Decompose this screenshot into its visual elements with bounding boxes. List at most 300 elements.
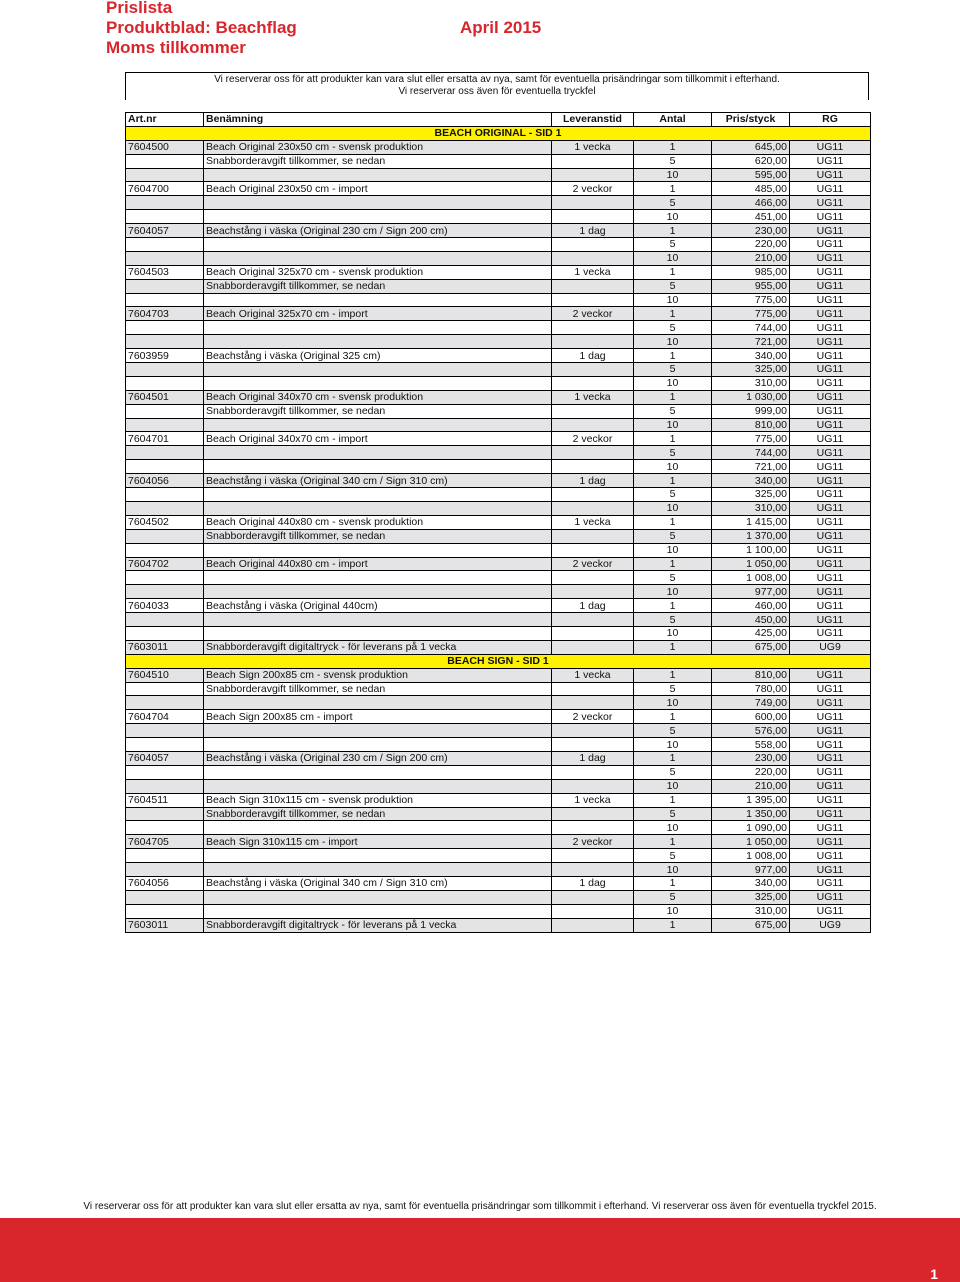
cell-lead-time <box>552 168 634 182</box>
cell-lead-time <box>552 821 634 835</box>
cell-rg: UG11 <box>790 751 871 765</box>
cell-lead-time <box>552 626 634 640</box>
section-header-row <box>126 654 871 668</box>
cell-artnr <box>126 696 204 710</box>
cell-name: Beach Original 230x50 cm - import <box>204 182 552 196</box>
cell-rg: UG11 <box>790 224 871 238</box>
cell-artnr <box>126 682 204 696</box>
cell-price: 558,00 <box>712 738 790 752</box>
table-row <box>126 668 871 682</box>
cell-quantity: 10 <box>634 779 712 793</box>
cell-quantity: 10 <box>634 335 712 349</box>
table-row <box>126 224 871 238</box>
cell-artnr: 7604704 <box>126 710 204 724</box>
cell-rg: UG11 <box>790 668 871 682</box>
cell-rg: UG11 <box>790 349 871 363</box>
table-row <box>126 390 871 404</box>
cell-lead-time <box>552 529 634 543</box>
cell-price: 1 050,00 <box>712 835 790 849</box>
cell-rg: UG11 <box>790 626 871 640</box>
cell-lead-time: 1 dag <box>552 224 634 238</box>
cell-price: 576,00 <box>712 724 790 738</box>
cell-artnr <box>126 154 204 168</box>
cell-name: Beach Original 230x50 cm - svensk produktion <box>204 140 552 154</box>
cell-price: 485,00 <box>712 182 790 196</box>
cell-price: 1 090,00 <box>712 821 790 835</box>
cell-name: Beach Sign 310x115 cm - import <box>204 835 552 849</box>
vat-note: Moms tillkommer <box>106 38 246 57</box>
cell-rg: UG11 <box>790 182 871 196</box>
cell-price: 1 008,00 <box>712 849 790 863</box>
table-row <box>126 446 871 460</box>
cell-artnr: 7603959 <box>126 349 204 363</box>
cell-lead-time <box>552 682 634 696</box>
cell-artnr <box>126 571 204 585</box>
table-row <box>126 349 871 363</box>
cell-price: 451,00 <box>712 210 790 224</box>
cell-artnr <box>126 585 204 599</box>
cell-lead-time <box>552 640 634 654</box>
cell-artnr: 7604502 <box>126 515 204 529</box>
cell-quantity: 10 <box>634 626 712 640</box>
cell-name: Beachstång i väska (Original 230 cm / Sign 200 cm) <box>204 751 552 765</box>
cell-rg: UG9 <box>790 918 871 932</box>
cell-price: 744,00 <box>712 446 790 460</box>
cell-price: 620,00 <box>712 154 790 168</box>
cell-quantity: 5 <box>634 613 712 627</box>
notice-box <box>125 72 869 100</box>
table-row <box>126 543 871 557</box>
table-row <box>126 835 871 849</box>
cell-quantity: 1 <box>634 918 712 932</box>
table-row <box>126 821 871 835</box>
cell-name <box>204 196 552 210</box>
cell-lead-time <box>552 904 634 918</box>
cell-rg: UG11 <box>790 710 871 724</box>
cell-name: Beach Sign 200x85 cm - import <box>204 710 552 724</box>
cell-lead-time <box>552 696 634 710</box>
cell-lead-time <box>552 571 634 585</box>
cell-artnr <box>126 279 204 293</box>
cell-quantity: 5 <box>634 849 712 863</box>
cell-name <box>204 363 552 377</box>
cell-rg: UG11 <box>790 807 871 821</box>
cell-price: 955,00 <box>712 279 790 293</box>
table-row <box>126 404 871 418</box>
cell-rg: UG11 <box>790 793 871 807</box>
table-header-row <box>126 113 871 127</box>
cell-name <box>204 251 552 265</box>
cell-quantity: 5 <box>634 363 712 377</box>
cell-name <box>204 460 552 474</box>
table-row <box>126 613 871 627</box>
cell-artnr: 7604701 <box>126 432 204 446</box>
cell-price: 310,00 <box>712 904 790 918</box>
cell-price: 340,00 <box>712 876 790 890</box>
cell-name <box>204 210 552 224</box>
document-date: April 2015 <box>460 18 542 37</box>
page-number: 1 <box>930 1266 938 1282</box>
cell-artnr: 7604702 <box>126 557 204 571</box>
cell-name: Snabborderavgift digitaltryck - för leverans på 1 vecka <box>204 918 552 932</box>
cell-name: Beachstång i väska (Original 340 cm / Sign 310 cm) <box>204 474 552 488</box>
cell-name <box>204 543 552 557</box>
cell-artnr <box>126 849 204 863</box>
cell-lead-time: 1 dag <box>552 751 634 765</box>
cell-lead-time: 2 veckor <box>552 432 634 446</box>
cell-lead-time <box>552 293 634 307</box>
cell-rg: UG11 <box>790 432 871 446</box>
cell-artnr <box>126 724 204 738</box>
column-header-rg: RG <box>790 113 871 127</box>
cell-quantity: 1 <box>634 835 712 849</box>
cell-quantity: 10 <box>634 585 712 599</box>
cell-price: 744,00 <box>712 321 790 335</box>
cell-artnr <box>126 293 204 307</box>
cell-name <box>204 585 552 599</box>
footer-note: Vi reserverar oss för att produkter kan vara slut eller ersatta av nya, samt för eventuella prisändringar som tillkommit i efterhand. Vi reserverar oss även för eventuella tryckfel 2015. <box>83 1201 877 1212</box>
cell-name <box>204 863 552 877</box>
cell-quantity: 1 <box>634 474 712 488</box>
cell-name: Snabborderavgift tillkommer, se nedan <box>204 682 552 696</box>
document-title: Prislista <box>106 0 173 17</box>
cell-artnr: 7603011 <box>126 918 204 932</box>
table-row <box>126 863 871 877</box>
cell-lead-time <box>552 376 634 390</box>
cell-rg: UG11 <box>790 307 871 321</box>
cell-lead-time <box>552 418 634 432</box>
cell-lead-time <box>552 279 634 293</box>
cell-name <box>204 446 552 460</box>
cell-lead-time <box>552 779 634 793</box>
cell-quantity: 1 <box>634 182 712 196</box>
cell-price: 775,00 <box>712 432 790 446</box>
column-header-price: Pris/styck <box>712 113 790 127</box>
cell-lead-time: 1 vecka <box>552 668 634 682</box>
cell-lead-time <box>552 488 634 502</box>
cell-price: 675,00 <box>712 640 790 654</box>
table-row <box>126 238 871 252</box>
cell-artnr <box>126 335 204 349</box>
column-header-name: Benämning <box>204 113 552 127</box>
cell-quantity: 5 <box>634 196 712 210</box>
cell-quantity: 1 <box>634 515 712 529</box>
cell-price: 1 395,00 <box>712 793 790 807</box>
cell-lead-time <box>552 738 634 752</box>
cell-lead-time: 2 veckor <box>552 557 634 571</box>
cell-name: Snabborderavgift tillkommer, se nedan <box>204 154 552 168</box>
table-row <box>126 210 871 224</box>
cell-price: 310,00 <box>712 501 790 515</box>
cell-name <box>204 779 552 793</box>
cell-quantity: 5 <box>634 154 712 168</box>
table-row <box>126 890 871 904</box>
cell-quantity: 1 <box>634 710 712 724</box>
cell-artnr <box>126 376 204 390</box>
cell-rg: UG11 <box>790 265 871 279</box>
cell-name <box>204 904 552 918</box>
cell-name <box>204 849 552 863</box>
table-row <box>126 515 871 529</box>
table-row <box>126 710 871 724</box>
cell-price: 340,00 <box>712 349 790 363</box>
cell-name: Beach Sign 200x85 cm - svensk produktion <box>204 668 552 682</box>
cell-quantity: 1 <box>634 751 712 765</box>
cell-name <box>204 571 552 585</box>
cell-rg: UG11 <box>790 238 871 252</box>
cell-name: Beach Original 340x70 cm - svensk produktion <box>204 390 552 404</box>
table-row <box>126 529 871 543</box>
cell-artnr: 7604057 <box>126 224 204 238</box>
section-title: BEACH ORIGINAL - SID 1 <box>126 126 871 140</box>
cell-quantity: 1 <box>634 876 712 890</box>
cell-price: 325,00 <box>712 363 790 377</box>
cell-name: Beachstång i väska (Original 340 cm / Sign 310 cm) <box>204 876 552 890</box>
cell-artnr: 7603011 <box>126 640 204 654</box>
table-row <box>126 849 871 863</box>
table-row <box>126 738 871 752</box>
cell-price: 220,00 <box>712 765 790 779</box>
cell-lead-time: 1 dag <box>552 474 634 488</box>
price-table-body <box>126 126 871 932</box>
cell-lead-time <box>552 501 634 515</box>
cell-lead-time: 2 veckor <box>552 835 634 849</box>
table-row <box>126 418 871 432</box>
table-row <box>126 196 871 210</box>
cell-name: Snabborderavgift tillkommer, se nedan <box>204 404 552 418</box>
cell-price: 780,00 <box>712 682 790 696</box>
table-row <box>126 793 871 807</box>
cell-price: 810,00 <box>712 668 790 682</box>
cell-artnr: 7604501 <box>126 390 204 404</box>
cell-name <box>204 696 552 710</box>
cell-name: Beach Original 340x70 cm - import <box>204 432 552 446</box>
table-row <box>126 765 871 779</box>
table-row <box>126 696 871 710</box>
section-header-row <box>126 126 871 140</box>
cell-price: 210,00 <box>712 779 790 793</box>
cell-rg: UG11 <box>790 821 871 835</box>
section-title: BEACH SIGN - SID 1 <box>126 654 871 668</box>
cell-quantity: 10 <box>634 863 712 877</box>
cell-price: 325,00 <box>712 890 790 904</box>
cell-lead-time: 1 dag <box>552 876 634 890</box>
cell-price: 749,00 <box>712 696 790 710</box>
cell-quantity: 5 <box>634 238 712 252</box>
cell-lead-time <box>552 724 634 738</box>
cell-rg: UG11 <box>790 585 871 599</box>
cell-lead-time <box>552 154 634 168</box>
cell-artnr <box>126 363 204 377</box>
cell-artnr <box>126 238 204 252</box>
cell-rg: UG11 <box>790 418 871 432</box>
cell-rg: UG11 <box>790 168 871 182</box>
cell-artnr <box>126 779 204 793</box>
cell-price: 310,00 <box>712 376 790 390</box>
cell-rg: UG11 <box>790 293 871 307</box>
cell-quantity: 10 <box>634 696 712 710</box>
cell-rg: UG11 <box>790 376 871 390</box>
cell-price: 985,00 <box>712 265 790 279</box>
cell-price: 1 415,00 <box>712 515 790 529</box>
cell-rg: UG11 <box>790 279 871 293</box>
cell-price: 775,00 <box>712 293 790 307</box>
cell-name: Beach Original 325x70 cm - svensk produktion <box>204 265 552 279</box>
cell-rg: UG11 <box>790 724 871 738</box>
cell-name: Beachstång i väska (Original 440cm) <box>204 599 552 613</box>
cell-lead-time <box>552 210 634 224</box>
cell-price: 230,00 <box>712 751 790 765</box>
cell-price: 600,00 <box>712 710 790 724</box>
cell-rg: UG11 <box>790 543 871 557</box>
cell-artnr <box>126 863 204 877</box>
cell-lead-time: 2 veckor <box>552 307 634 321</box>
cell-lead-time <box>552 890 634 904</box>
cell-price: 340,00 <box>712 474 790 488</box>
cell-lead-time <box>552 446 634 460</box>
cell-lead-time <box>552 335 634 349</box>
cell-artnr <box>126 738 204 752</box>
column-header-lead-time: Leveranstid <box>552 113 634 127</box>
cell-rg: UG11 <box>790 321 871 335</box>
cell-quantity: 1 <box>634 432 712 446</box>
table-row <box>126 363 871 377</box>
table-row <box>126 571 871 585</box>
cell-artnr <box>126 168 204 182</box>
cell-rg: UG11 <box>790 488 871 502</box>
cell-price: 721,00 <box>712 335 790 349</box>
cell-quantity: 1 <box>634 224 712 238</box>
cell-rg: UG11 <box>790 529 871 543</box>
cell-lead-time <box>552 543 634 557</box>
cell-quantity: 10 <box>634 168 712 182</box>
cell-rg: UG11 <box>790 571 871 585</box>
cell-quantity: 10 <box>634 738 712 752</box>
cell-lead-time: 1 vecka <box>552 793 634 807</box>
cell-lead-time <box>552 460 634 474</box>
cell-price: 721,00 <box>712 460 790 474</box>
cell-artnr: 7604705 <box>126 835 204 849</box>
cell-rg: UG11 <box>790 474 871 488</box>
price-table <box>125 112 871 933</box>
table-row <box>126 876 871 890</box>
cell-price: 645,00 <box>712 140 790 154</box>
cell-price: 1 030,00 <box>712 390 790 404</box>
cell-name <box>204 321 552 335</box>
cell-price: 1 008,00 <box>712 571 790 585</box>
table-row <box>126 321 871 335</box>
table-row <box>126 557 871 571</box>
cell-name <box>204 626 552 640</box>
cell-quantity: 10 <box>634 418 712 432</box>
cell-artnr <box>126 196 204 210</box>
table-row <box>126 724 871 738</box>
cell-quantity: 10 <box>634 293 712 307</box>
table-row <box>126 918 871 932</box>
table-row <box>126 279 871 293</box>
cell-rg: UG11 <box>790 196 871 210</box>
cell-name: Snabborderavgift tillkommer, se nedan <box>204 807 552 821</box>
cell-price: 675,00 <box>712 918 790 932</box>
table-row <box>126 307 871 321</box>
cell-rg: UG11 <box>790 682 871 696</box>
table-row <box>126 501 871 515</box>
cell-quantity: 5 <box>634 724 712 738</box>
cell-name: Beach Original 440x80 cm - svensk produktion <box>204 515 552 529</box>
cell-name <box>204 890 552 904</box>
cell-artnr <box>126 488 204 502</box>
cell-lead-time <box>552 849 634 863</box>
table-row <box>126 626 871 640</box>
cell-quantity: 1 <box>634 793 712 807</box>
cell-name <box>204 335 552 349</box>
column-header-quantity: Antal <box>634 113 712 127</box>
cell-lead-time <box>552 363 634 377</box>
table-row <box>126 807 871 821</box>
table-row <box>126 585 871 599</box>
footer-bar <box>0 1218 960 1282</box>
cell-quantity: 1 <box>634 307 712 321</box>
cell-artnr: 7604500 <box>126 140 204 154</box>
cell-name: Beachstång i väska (Original 230 cm / Sign 200 cm) <box>204 224 552 238</box>
table-row <box>126 599 871 613</box>
cell-artnr <box>126 251 204 265</box>
cell-name <box>204 168 552 182</box>
cell-name <box>204 501 552 515</box>
cell-rg: UG11 <box>790 390 871 404</box>
cell-rg: UG11 <box>790 890 871 904</box>
cell-artnr <box>126 446 204 460</box>
cell-quantity: 5 <box>634 404 712 418</box>
cell-quantity: 10 <box>634 501 712 515</box>
cell-price: 325,00 <box>712 488 790 502</box>
cell-name <box>204 293 552 307</box>
cell-lead-time: 1 dag <box>552 599 634 613</box>
cell-quantity: 1 <box>634 640 712 654</box>
cell-rg: UG9 <box>790 640 871 654</box>
cell-artnr: 7604703 <box>126 307 204 321</box>
cell-price: 466,00 <box>712 196 790 210</box>
cell-price: 230,00 <box>712 224 790 238</box>
cell-artnr <box>126 404 204 418</box>
table-row <box>126 682 871 696</box>
document-subtitle: Produktblad: Beachflag <box>106 18 297 37</box>
cell-rg: UG11 <box>790 154 871 168</box>
table-row <box>126 904 871 918</box>
cell-rg: UG11 <box>790 140 871 154</box>
cell-rg: UG11 <box>790 251 871 265</box>
cell-artnr: 7604511 <box>126 793 204 807</box>
cell-artnr <box>126 613 204 627</box>
cell-quantity: 5 <box>634 890 712 904</box>
cell-quantity: 5 <box>634 682 712 696</box>
cell-rg: UG11 <box>790 779 871 793</box>
cell-artnr: 7604056 <box>126 876 204 890</box>
table-row <box>126 265 871 279</box>
table-row <box>126 293 871 307</box>
cell-artnr: 7604700 <box>126 182 204 196</box>
column-header-artnr: Art.nr <box>126 113 204 127</box>
cell-artnr: 7604057 <box>126 751 204 765</box>
table-row <box>126 335 871 349</box>
cell-quantity: 10 <box>634 821 712 835</box>
table-row <box>126 140 871 154</box>
cell-name: Beach Original 440x80 cm - import <box>204 557 552 571</box>
cell-price: 977,00 <box>712 863 790 877</box>
table-row <box>126 376 871 390</box>
cell-lead-time: 1 vecka <box>552 515 634 529</box>
cell-artnr: 7604510 <box>126 668 204 682</box>
